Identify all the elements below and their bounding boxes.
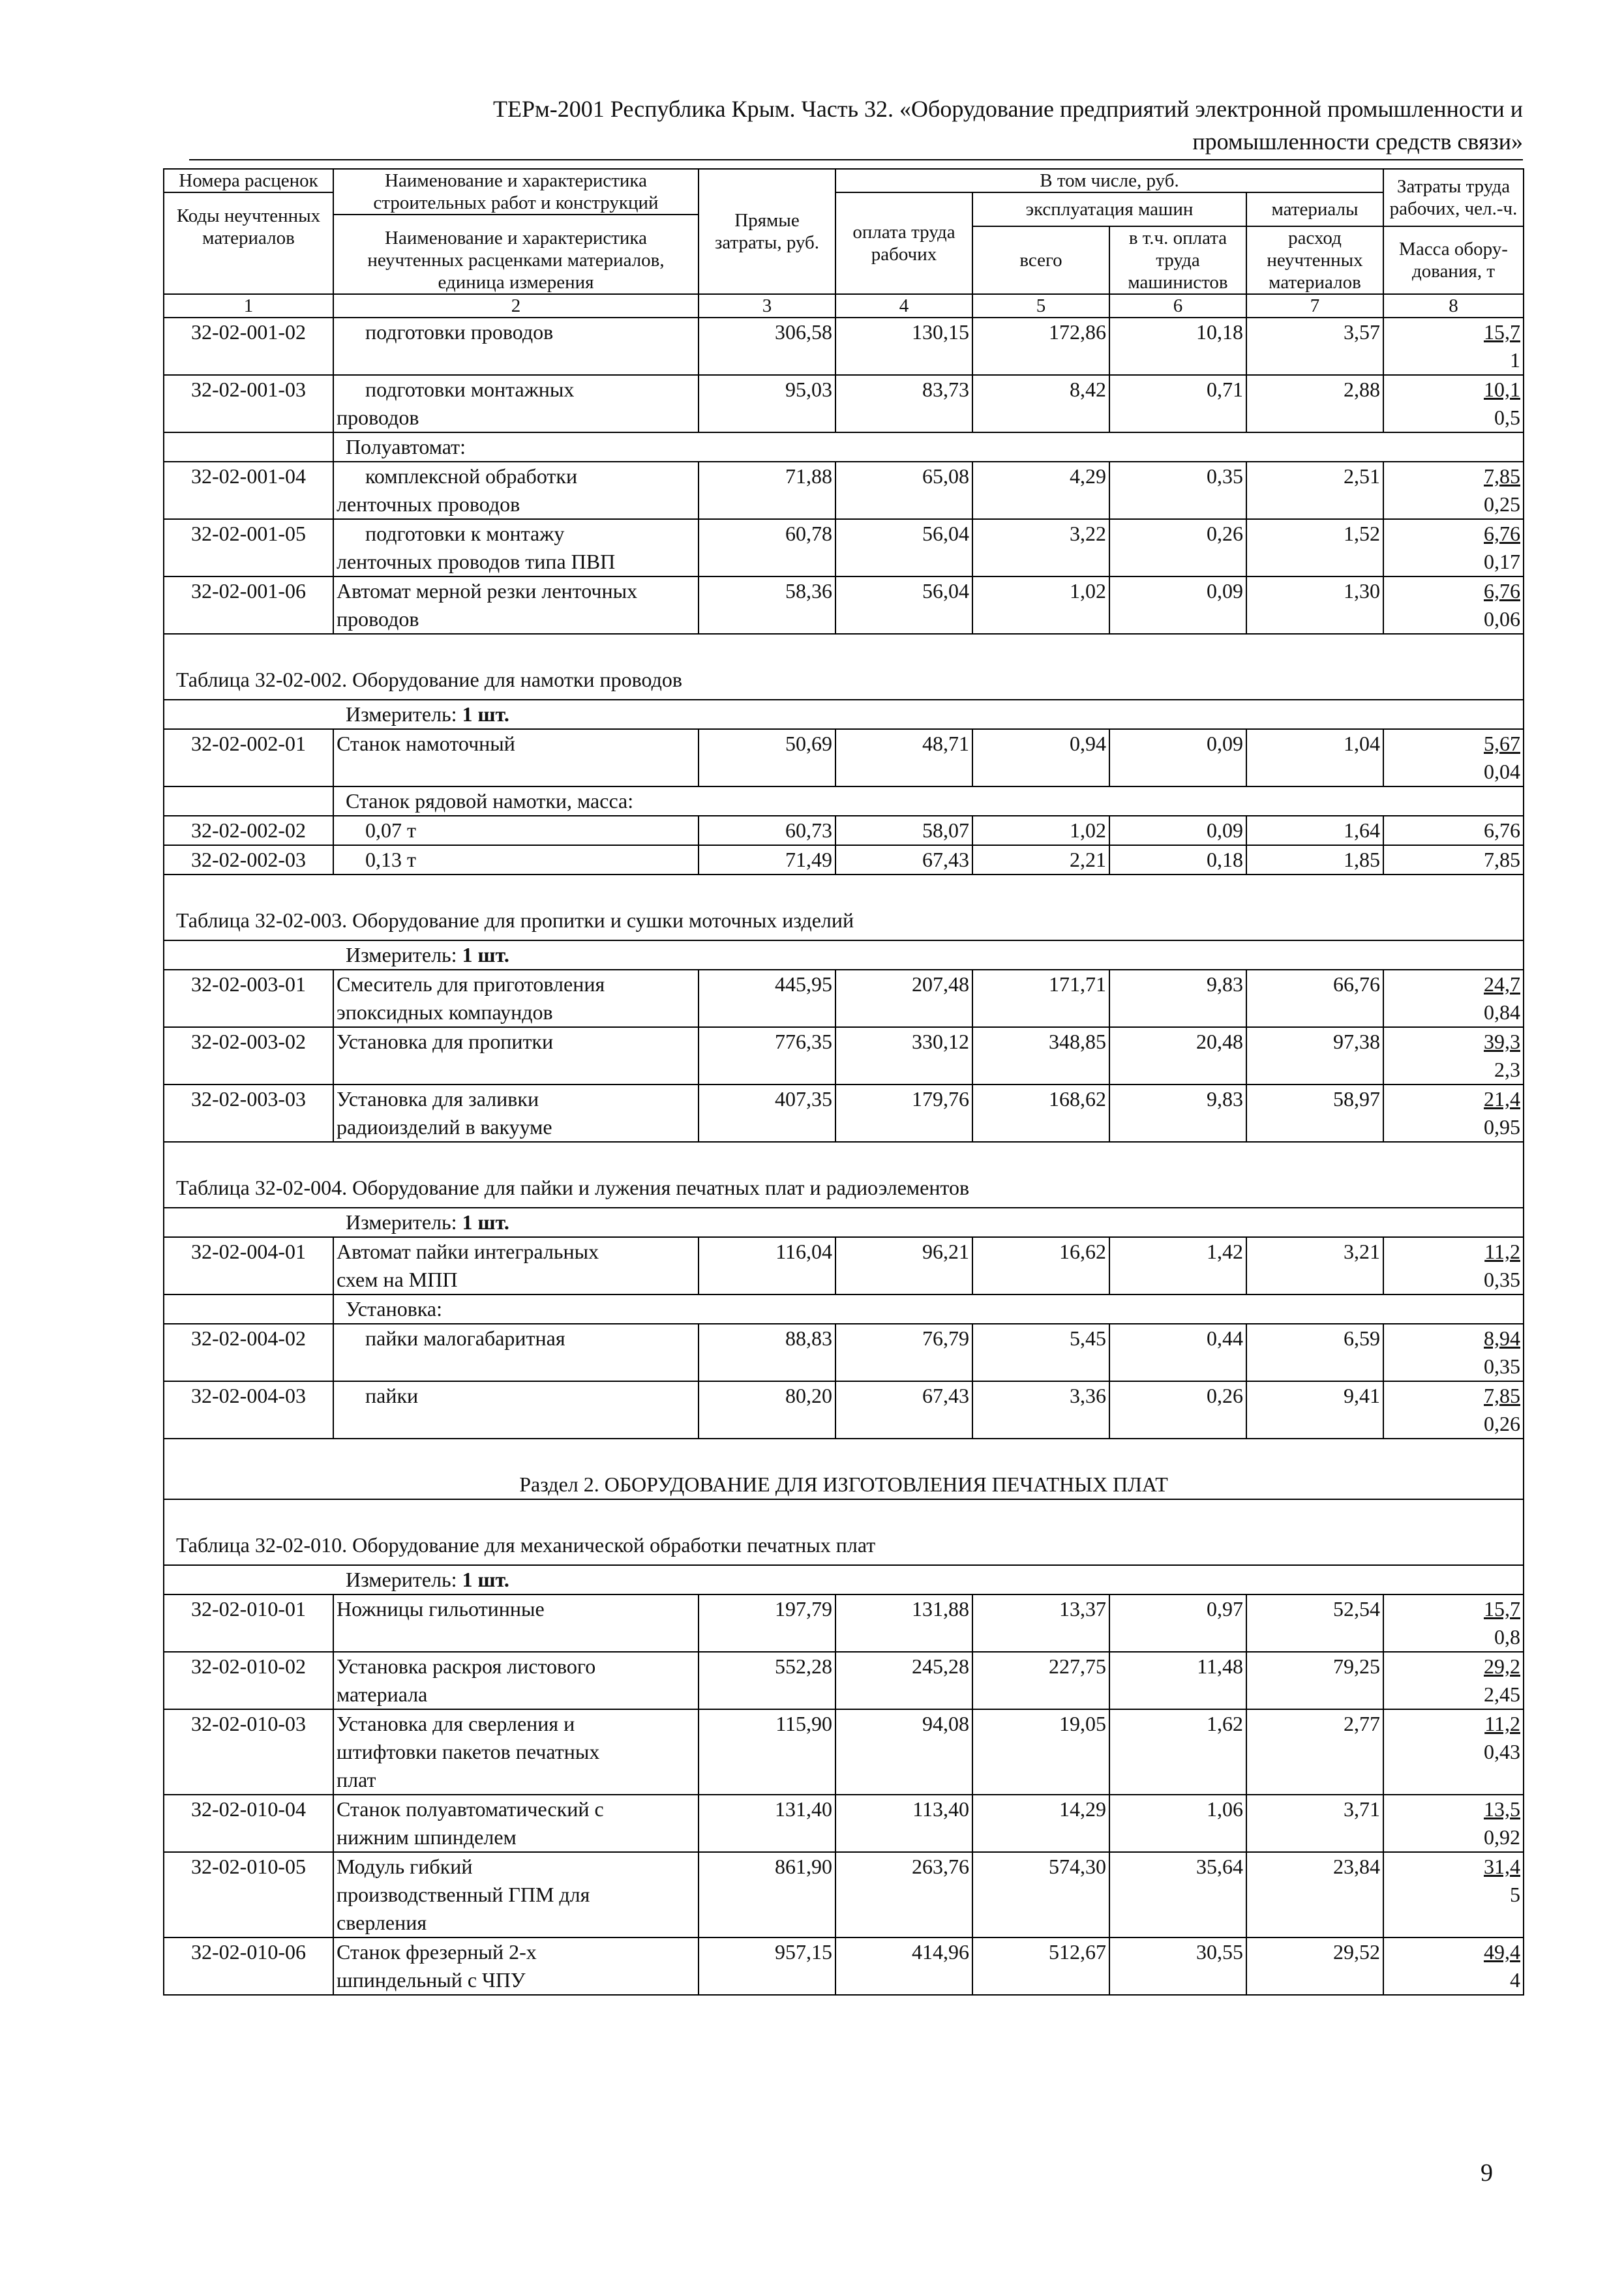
table-row bbox=[164, 576, 1524, 634]
direct-cost: 71,88 bbox=[699, 462, 835, 519]
labor-mass: 31,4 5 bbox=[1383, 1852, 1524, 1937]
wages: 94,08 bbox=[835, 1709, 972, 1795]
table-row bbox=[164, 1852, 1524, 1937]
machinists-wages: 0,09 bbox=[1109, 816, 1246, 845]
machines-total: 8,42 bbox=[972, 375, 1109, 432]
materials: 9,41 bbox=[1246, 1381, 1383, 1439]
price-table bbox=[163, 168, 1523, 1996]
group-label: Полуавтомат: bbox=[333, 432, 1524, 462]
materials: 58,97 bbox=[1246, 1085, 1383, 1142]
materials: 3,21 bbox=[1246, 1237, 1383, 1294]
wages: 67,43 bbox=[835, 1381, 972, 1439]
machinists-wages: 1,06 bbox=[1109, 1795, 1246, 1852]
table-row bbox=[164, 1795, 1524, 1852]
direct-cost: 58,36 bbox=[699, 576, 835, 634]
machines-total: 16,62 bbox=[972, 1237, 1109, 1294]
labor-mass: 6,76 bbox=[1383, 816, 1524, 845]
rate-code: 32-02-001-06 bbox=[164, 576, 333, 634]
col-num: 3 bbox=[699, 294, 835, 318]
direct-cost: 50,69 bbox=[699, 729, 835, 786]
materials: 1,30 bbox=[1246, 576, 1383, 634]
col-machines-header: эксплуатация машин bbox=[972, 192, 1246, 226]
machinists-wages: 11,48 bbox=[1109, 1652, 1246, 1709]
machines-total: 5,45 bbox=[972, 1324, 1109, 1381]
wages: 56,04 bbox=[835, 576, 972, 634]
wages: 207,48 bbox=[835, 970, 972, 1027]
group-label: Установка: bbox=[333, 1294, 1524, 1324]
machinists-wages: 0,35 bbox=[1109, 462, 1246, 519]
wages: 58,07 bbox=[835, 816, 972, 845]
machinists-wages: 1,42 bbox=[1109, 1237, 1246, 1294]
machines-total: 171,71 bbox=[972, 970, 1109, 1027]
direct-cost: 71,49 bbox=[699, 845, 835, 875]
labor-mass: 21,4 0,95 bbox=[1383, 1085, 1524, 1142]
section-title-row bbox=[164, 1439, 1524, 1499]
wages: 76,79 bbox=[835, 1324, 972, 1381]
table-row bbox=[164, 1085, 1524, 1142]
header-line-1: ТЕРм-2001 Республика Крым. Часть 32. «Оборудование предприятий электронной промышленности и bbox=[493, 96, 1523, 122]
col-unaccounted-materials-header: расход неучтенных материалов bbox=[1246, 226, 1383, 294]
group-label: Станок рядовой намотки, масса: bbox=[333, 786, 1524, 816]
table-row bbox=[164, 1381, 1524, 1439]
table-row bbox=[164, 1652, 1524, 1709]
wages: 83,73 bbox=[835, 375, 972, 432]
machines-total: 3,36 bbox=[972, 1381, 1109, 1439]
rate-code: 32-02-001-05 bbox=[164, 519, 333, 576]
measure-row bbox=[164, 700, 1524, 729]
col-num: 5 bbox=[972, 294, 1109, 318]
labor-mass: 24,7 0,84 bbox=[1383, 970, 1524, 1027]
direct-cost: 306,58 bbox=[699, 318, 835, 375]
section-title: Раздел 2. ОБОРУДОВАНИЕ ДЛЯ ИЗГОТОВЛЕНИЯ ПЕЧАТНЫХ ПЛАТ bbox=[164, 1439, 1524, 1499]
col-num: 1 bbox=[164, 294, 333, 318]
rate-name: подготовки монтажных проводов bbox=[333, 375, 699, 432]
wages: 245,28 bbox=[835, 1652, 972, 1709]
col-code-header: Номера расценок Коды неучтенных материалов bbox=[164, 169, 333, 294]
machines-total: 227,75 bbox=[972, 1652, 1109, 1709]
materials: 79,25 bbox=[1246, 1652, 1383, 1709]
machines-total: 1,02 bbox=[972, 816, 1109, 845]
table-row bbox=[164, 462, 1524, 519]
machinists-wages: 0,09 bbox=[1109, 729, 1246, 786]
group-code-empty bbox=[164, 1294, 333, 1324]
direct-cost: 776,35 bbox=[699, 1027, 835, 1085]
materials: 97,38 bbox=[1246, 1027, 1383, 1085]
col-machinists-header: в т.ч. оплата труда машинистов bbox=[1109, 226, 1246, 294]
machinists-wages: 0,09 bbox=[1109, 576, 1246, 634]
machinists-wages: 20,48 bbox=[1109, 1027, 1246, 1085]
col-num: 7 bbox=[1246, 294, 1383, 318]
rate-code: 32-02-010-04 bbox=[164, 1795, 333, 1852]
direct-cost: 861,90 bbox=[699, 1852, 835, 1937]
measure-unit: Измеритель: 1 шт. bbox=[164, 700, 1524, 729]
materials: 6,59 bbox=[1246, 1324, 1383, 1381]
table-row bbox=[164, 318, 1524, 375]
rate-code: 32-02-003-01 bbox=[164, 970, 333, 1027]
rate-code: 32-02-010-03 bbox=[164, 1709, 333, 1795]
rate-code: 32-02-010-06 bbox=[164, 1937, 333, 1995]
col-num: 2 bbox=[333, 294, 699, 318]
header-line-2: промышленности средств связи» bbox=[1192, 128, 1523, 155]
rate-name: Станок намоточный bbox=[333, 729, 699, 786]
wages: 131,88 bbox=[835, 1594, 972, 1652]
col-name-header: Наименование и характеристика строительных работ и конструкций Наименование и характеристика неучтенных расценками материалов, единица измерения bbox=[333, 169, 699, 294]
materials: 52,54 bbox=[1246, 1594, 1383, 1652]
rate-name: пайки bbox=[333, 1381, 699, 1439]
machines-total: 172,86 bbox=[972, 318, 1109, 375]
rate-name: Установка для заливки радиоизделий в вакууме bbox=[333, 1085, 699, 1142]
direct-cost: 445,95 bbox=[699, 970, 835, 1027]
materials: 66,76 bbox=[1246, 970, 1383, 1027]
table-row bbox=[164, 729, 1524, 786]
table-row bbox=[164, 1709, 1524, 1795]
col-direct-cost-header: Прямые затраты, руб. bbox=[699, 169, 835, 294]
direct-cost: 957,15 bbox=[699, 1937, 835, 1995]
machines-total: 574,30 bbox=[972, 1852, 1109, 1937]
machinists-wages: 0,97 bbox=[1109, 1594, 1246, 1652]
machines-total: 4,29 bbox=[972, 462, 1109, 519]
page-number: 9 bbox=[1481, 2159, 1493, 2187]
rate-code: 32-02-002-02 bbox=[164, 816, 333, 845]
machines-total: 13,37 bbox=[972, 1594, 1109, 1652]
materials: 2,51 bbox=[1246, 462, 1383, 519]
measure-row bbox=[164, 1565, 1524, 1594]
table-row bbox=[164, 1324, 1524, 1381]
direct-cost: 60,73 bbox=[699, 816, 835, 845]
machines-total: 1,02 bbox=[972, 576, 1109, 634]
labor-mass: 6,76 0,06 bbox=[1383, 576, 1524, 634]
table-row bbox=[164, 1027, 1524, 1085]
labor-mass: 15,7 1 bbox=[1383, 318, 1524, 375]
rate-code: 32-02-002-01 bbox=[164, 729, 333, 786]
table-title: Таблица 32-02-004. Оборудование для пайки и лужения печатных плат и радиоэлементов bbox=[164, 1142, 1524, 1208]
machines-total: 512,67 bbox=[972, 1937, 1109, 1995]
rate-name: Ножницы гильотинные bbox=[333, 1594, 699, 1652]
wages: 414,96 bbox=[835, 1937, 972, 1995]
direct-cost: 197,79 bbox=[699, 1594, 835, 1652]
wages: 48,71 bbox=[835, 729, 972, 786]
col-labor-header: Затраты труда рабочих, чел.-ч. bbox=[1383, 169, 1524, 226]
direct-cost: 116,04 bbox=[699, 1237, 835, 1294]
table-row bbox=[164, 1594, 1524, 1652]
rate-name: подготовки проводов bbox=[333, 318, 699, 375]
table-row bbox=[164, 1937, 1524, 1995]
column-numbers-row bbox=[164, 294, 1524, 318]
machinists-wages: 0,71 bbox=[1109, 375, 1246, 432]
table-row bbox=[164, 375, 1524, 432]
table-title-row bbox=[164, 875, 1524, 940]
machines-total: 3,22 bbox=[972, 519, 1109, 576]
group-row bbox=[164, 786, 1524, 816]
direct-cost: 88,83 bbox=[699, 1324, 835, 1381]
table-row bbox=[164, 970, 1524, 1027]
machinists-wages: 1,62 bbox=[1109, 1709, 1246, 1795]
rate-code: 32-02-002-03 bbox=[164, 845, 333, 875]
measure-unit: Измеритель: 1 шт. bbox=[164, 1565, 1524, 1594]
materials: 1,85 bbox=[1246, 845, 1383, 875]
rate-code: 32-02-001-03 bbox=[164, 375, 333, 432]
machines-total: 19,05 bbox=[972, 1709, 1109, 1795]
rate-code: 32-02-004-02 bbox=[164, 1324, 333, 1381]
col-num: 6 bbox=[1109, 294, 1246, 318]
machinists-wages: 30,55 bbox=[1109, 1937, 1246, 1995]
machines-total: 14,29 bbox=[972, 1795, 1109, 1852]
group-row bbox=[164, 1294, 1524, 1324]
direct-cost: 80,20 bbox=[699, 1381, 835, 1439]
machinists-wages: 10,18 bbox=[1109, 318, 1246, 375]
rate-name: Станок фрезерный 2-х шпиндельный с ЧПУ bbox=[333, 1937, 699, 1995]
machines-total: 168,62 bbox=[972, 1085, 1109, 1142]
rate-name: Модуль гибкий производственный ГПМ для сверления bbox=[333, 1852, 699, 1937]
rate-name: Автомат мерной резки ленточных проводов bbox=[333, 576, 699, 634]
table-title-row bbox=[164, 1142, 1524, 1208]
wages: 65,08 bbox=[835, 462, 972, 519]
rate-name: 0,13 т bbox=[333, 845, 699, 875]
machines-total: 0,94 bbox=[972, 729, 1109, 786]
machines-total: 348,85 bbox=[972, 1027, 1109, 1085]
rate-code: 32-02-010-01 bbox=[164, 1594, 333, 1652]
machinists-wages: 0,26 bbox=[1109, 519, 1246, 576]
machinists-wages: 0,18 bbox=[1109, 845, 1246, 875]
machinists-wages: 9,83 bbox=[1109, 970, 1246, 1027]
labor-mass: 11,2 0,43 bbox=[1383, 1709, 1524, 1795]
col-incl-header: В том числе, руб. bbox=[835, 169, 1383, 192]
table-title: Таблица 32-02-010. Оборудование для механической обработки печатных плат bbox=[164, 1499, 1524, 1565]
rate-code: 32-02-003-03 bbox=[164, 1085, 333, 1142]
materials: 3,57 bbox=[1246, 318, 1383, 375]
table-row bbox=[164, 845, 1524, 875]
rate-code: 32-02-001-04 bbox=[164, 462, 333, 519]
materials: 2,88 bbox=[1246, 375, 1383, 432]
wages: 56,04 bbox=[835, 519, 972, 576]
measure-unit: Измеритель: 1 шт. bbox=[164, 1208, 1524, 1237]
wages: 263,76 bbox=[835, 1852, 972, 1937]
direct-cost: 115,90 bbox=[699, 1709, 835, 1795]
direct-cost: 95,03 bbox=[699, 375, 835, 432]
labor-mass: 6,76 0,17 bbox=[1383, 519, 1524, 576]
rate-name: Установка раскроя листового материала bbox=[333, 1652, 699, 1709]
labor-mass: 39,3 2,3 bbox=[1383, 1027, 1524, 1085]
labor-mass: 5,67 0,04 bbox=[1383, 729, 1524, 786]
machinists-wages: 0,26 bbox=[1109, 1381, 1246, 1439]
materials: 2,77 bbox=[1246, 1709, 1383, 1795]
rate-code: 32-02-004-03 bbox=[164, 1381, 333, 1439]
header-rule bbox=[189, 159, 1523, 160]
col-materials-header: материалы bbox=[1246, 192, 1383, 226]
rate-name: Автомат пайки интегральных схем на МПП bbox=[333, 1237, 699, 1294]
labor-mass: 7,85 0,25 bbox=[1383, 462, 1524, 519]
labor-mass: 7,85 0,26 bbox=[1383, 1381, 1524, 1439]
materials: 1,04 bbox=[1246, 729, 1383, 786]
group-row bbox=[164, 432, 1524, 462]
wages: 330,12 bbox=[835, 1027, 972, 1085]
wages: 179,76 bbox=[835, 1085, 972, 1142]
rate-code: 32-02-010-02 bbox=[164, 1652, 333, 1709]
labor-mass: 8,94 0,35 bbox=[1383, 1324, 1524, 1381]
table-title-row bbox=[164, 1499, 1524, 1565]
materials: 29,52 bbox=[1246, 1937, 1383, 1995]
table-title: Таблица 32-02-003. Оборудование для пропитки и сушки моточных изделий bbox=[164, 875, 1524, 940]
rate-name: комплексной обработки ленточных проводов bbox=[333, 462, 699, 519]
direct-cost: 60,78 bbox=[699, 519, 835, 576]
table-header-row bbox=[164, 169, 1524, 192]
rate-name: Установка для пропитки bbox=[333, 1027, 699, 1085]
labor-mass: 29,2 2,45 bbox=[1383, 1652, 1524, 1709]
labor-mass: 49,4 4 bbox=[1383, 1937, 1524, 1995]
machines-total: 2,21 bbox=[972, 845, 1109, 875]
table-row bbox=[164, 1237, 1524, 1294]
rate-name: пайки малогабаритная bbox=[333, 1324, 699, 1381]
rate-name: Смеситель для приготовления эпоксидных компаундов bbox=[333, 970, 699, 1027]
rate-code: 32-02-004-01 bbox=[164, 1237, 333, 1294]
col-wages-header: оплата труда рабочих bbox=[835, 192, 972, 294]
col-mass-header: Масса обору-дования, т bbox=[1383, 226, 1524, 294]
rate-name: подготовки к монтажу ленточных проводов типа ПВП bbox=[333, 519, 699, 576]
measure-row bbox=[164, 1208, 1524, 1237]
measure-row bbox=[164, 940, 1524, 970]
direct-cost: 552,28 bbox=[699, 1652, 835, 1709]
direct-cost: 131,40 bbox=[699, 1795, 835, 1852]
materials: 1,64 bbox=[1246, 816, 1383, 845]
table-row bbox=[164, 519, 1524, 576]
direct-cost: 407,35 bbox=[699, 1085, 835, 1142]
materials: 3,71 bbox=[1246, 1795, 1383, 1852]
col-machines-total-header: всего bbox=[972, 226, 1109, 294]
labor-mass: 13,5 0,92 bbox=[1383, 1795, 1524, 1852]
running-header bbox=[163, 93, 1523, 158]
wages: 96,21 bbox=[835, 1237, 972, 1294]
rate-code: 32-02-001-02 bbox=[164, 318, 333, 375]
machinists-wages: 0,44 bbox=[1109, 1324, 1246, 1381]
rate-name: 0,07 т bbox=[333, 816, 699, 845]
materials: 23,84 bbox=[1246, 1852, 1383, 1937]
rate-name: Установка для сверления и штифтовки пакетов печатных плат bbox=[333, 1709, 699, 1795]
wages: 130,15 bbox=[835, 318, 972, 375]
col-num: 4 bbox=[835, 294, 972, 318]
rate-code: 32-02-003-02 bbox=[164, 1027, 333, 1085]
group-code-empty bbox=[164, 432, 333, 462]
table-title: Таблица 32-02-002. Оборудование для намотки проводов bbox=[164, 634, 1524, 700]
labor-mass: 15,7 0,8 bbox=[1383, 1594, 1524, 1652]
rate-code: 32-02-010-05 bbox=[164, 1852, 333, 1937]
table-title-row bbox=[164, 634, 1524, 700]
wages: 113,40 bbox=[835, 1795, 972, 1852]
rate-name: Станок полуавтоматический с нижним шпинделем bbox=[333, 1795, 699, 1852]
machinists-wages: 35,64 bbox=[1109, 1852, 1246, 1937]
table-row bbox=[164, 816, 1524, 845]
measure-unit: Измеритель: 1 шт. bbox=[164, 940, 1524, 970]
labor-mass: 7,85 bbox=[1383, 845, 1524, 875]
col-num: 8 bbox=[1383, 294, 1524, 318]
materials: 1,52 bbox=[1246, 519, 1383, 576]
labor-mass: 10,1 0,5 bbox=[1383, 375, 1524, 432]
wages: 67,43 bbox=[835, 845, 972, 875]
labor-mass: 11,2 0,35 bbox=[1383, 1237, 1524, 1294]
group-code-empty bbox=[164, 786, 333, 816]
machinists-wages: 9,83 bbox=[1109, 1085, 1246, 1142]
